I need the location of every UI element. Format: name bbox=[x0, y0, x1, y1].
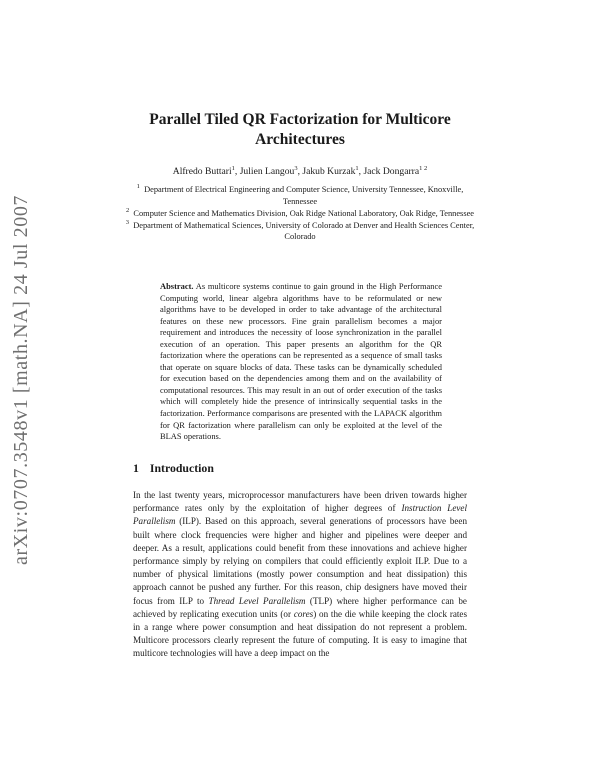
abstract-label: Abstract. bbox=[160, 281, 194, 291]
affiliation-number: 3 bbox=[125, 218, 129, 226]
intro-emphasis: Thread Level Parallelism bbox=[208, 595, 306, 606]
author-list: Alfredo Buttari$^1$, Julien Langou$^3$, Jakub Kurzak$^1$, Jack Dongarra$^{1 2}$ bbox=[172, 164, 428, 177]
intro-text: In the last twenty years, microprocessor manufacturers have been driven towards higher performance rates only by the exploitation of higher degrees of bbox=[133, 490, 467, 514]
abstract-text: As multicore systems continue to gain ground in the High Performance Computing world, linear algebra algorithms have to be reformulated or new algorithms have to be developed in order to take advantage of the architectural features on these new processors. Fine grain parallelism becomes a major requirement and introduces the necessity of loose synchronization in the parallel execution of an operation. This paper presents an algorithm for the QR factorization where the operations can be represented as a sequence of small tasks that operate on square blocks of data. These tasks can be dynamically scheduled for execution based on the dependencies among them and on the availability of computational resources. This may result in an out of order execution of the tasks which will completely hide the presence of intrinsically sequential tasks in the factorization. Performance comparisons are presented with the LAPACK algorithm for QR factorization where parallelism can only be exploited at the level of the BLAS operations. bbox=[160, 281, 442, 442]
intro-text: ) on the die while keeping the clock rates in a range where power consumption and heat dissipation do not represent a problem. Multicore processors clearly represent the future of computing. It is easy to imagine that multicore technologies will have a deep impact on the bbox=[133, 608, 467, 659]
affiliation-number: 1 bbox=[136, 183, 140, 191]
introduction-paragraph bbox=[133, 489, 467, 661]
section-title: Introduction bbox=[149, 461, 214, 475]
intro-text: (ILP). Based on this approach, several generations of processors have been built where clock frequencies were higher and higher and pipelines were deeper and deeper. As a result, applications could benefit from these innovations and achieve higher performance simply by relying on compilers that could efficiently exploit ILP. Due to a number of physical limitations (mostly power consumption and heat dissipation) this approach cannot be pushed any further. For this reason, chip designers have moved their focus from ILP to bbox=[133, 516, 467, 606]
author-affiliation-mark: 1 2 bbox=[419, 164, 428, 172]
intro-emphasis: Instruction Level Parallelism bbox=[133, 503, 467, 527]
author-name: Jack Dongarra bbox=[363, 166, 420, 177]
abstract bbox=[160, 281, 442, 443]
paper-title: Parallel Tiled QR Factorization for Multicore Architectures bbox=[149, 111, 451, 148]
author-name: Jakub Kurzak bbox=[302, 166, 356, 177]
arxiv-identifier: arXiv:0707.3548v1 [math.NA] 24 Jul 2007 bbox=[10, 194, 32, 565]
affiliation bbox=[120, 208, 480, 220]
intro-text: (TLP) where higher performance can be achieved by replicating execution units (or bbox=[133, 595, 467, 619]
affiliation-list bbox=[120, 184, 480, 243]
author-affiliation-mark: 1 bbox=[355, 164, 359, 172]
author-name: Julien Langou bbox=[239, 166, 295, 177]
affiliation-text: Department of Mathematical Sciences, University of Colorado at Denver and Health Sciences Center, Colorado bbox=[133, 220, 475, 242]
affiliation-number: 2 bbox=[125, 206, 130, 214]
section-number: 1 bbox=[133, 461, 139, 475]
author-name: Alfredo Buttari bbox=[172, 166, 232, 177]
affiliation-text: Computer Science and Mathematics Division, Oak Ridge National Laboratory, Oak Ridge, Tennessee bbox=[133, 208, 475, 218]
affiliation bbox=[120, 184, 480, 207]
author-affiliation-mark: 1 bbox=[231, 164, 235, 172]
intro-emphasis: cores bbox=[293, 608, 314, 619]
affiliation bbox=[120, 220, 480, 243]
author-affiliation-mark: 3 bbox=[294, 164, 298, 172]
section-heading bbox=[133, 461, 214, 476]
affiliation-text: Department of Electrical Engineering and Computer Science, University Tennessee, Knoxville, Tennessee bbox=[144, 185, 464, 206]
